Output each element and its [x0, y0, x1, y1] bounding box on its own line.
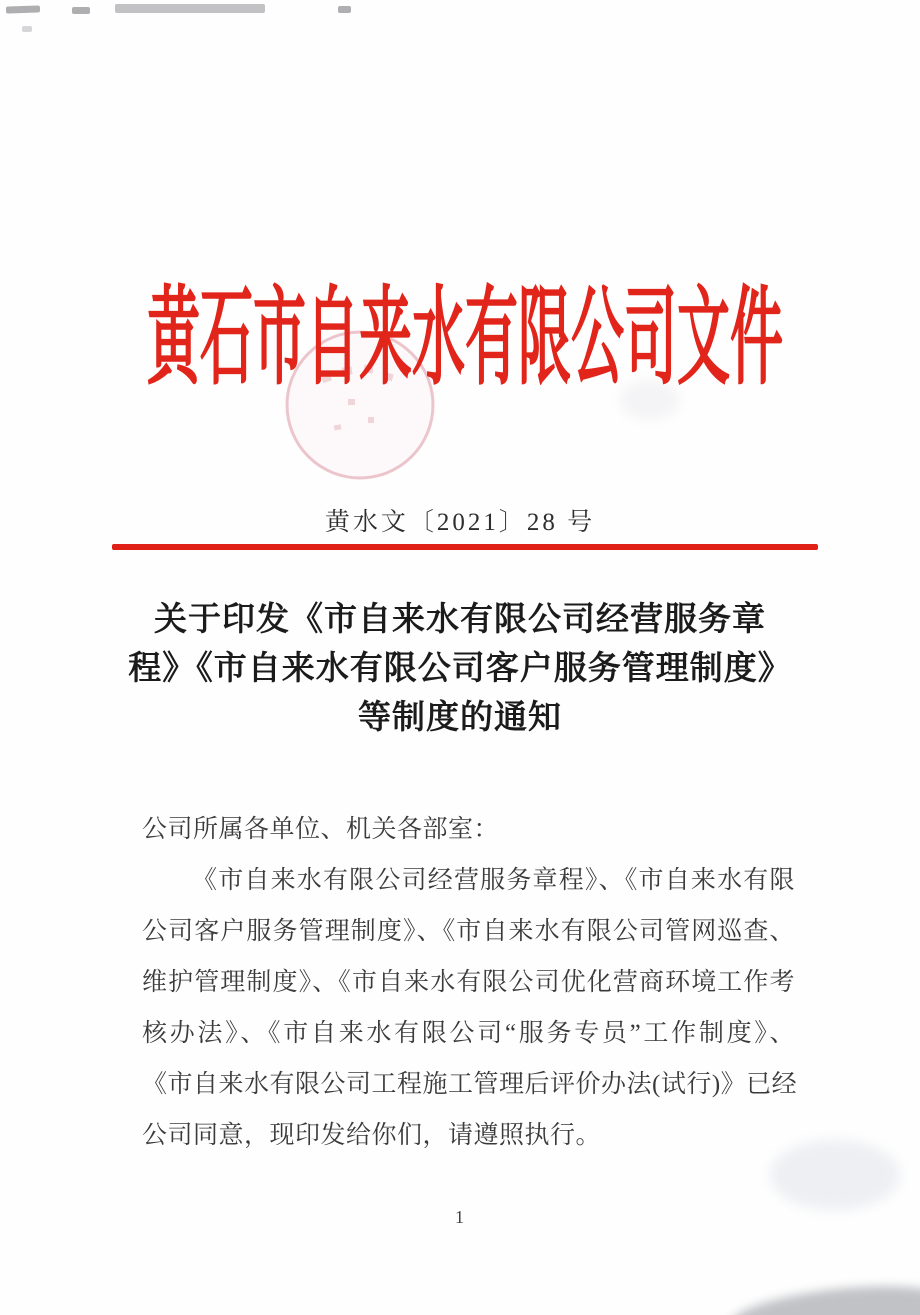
page-number: 1: [455, 1207, 465, 1227]
body-line: 《市自来水有限公司经营服务章程》、《市自来水有限: [192, 867, 795, 894]
body-line: 维护管理制度》、《市自来水有限公司优化营商环境工作考: [142, 969, 795, 996]
scan-artifact: [22, 26, 32, 32]
header-red-rule: [112, 544, 818, 550]
notice-title-line: 关于印发《市自来水有限公司经营服务章: [154, 602, 766, 638]
body-line: 公司客户服务管理制度》、《市自来水有限公司管网巡查、: [142, 918, 795, 945]
red-header-title-text: 黄石市自来水有限公司文件: [147, 280, 783, 398]
body-line: 《市自来水有限公司工程施工管理后评价办法(试行)》已经: [142, 1071, 798, 1098]
scan-smudge: [620, 380, 680, 420]
red-header-title: [0, 280, 920, 398]
scan-corner-shadow: [728, 1278, 920, 1315]
salutation-line: 公司所属各单位、机关各部室：: [142, 816, 500, 843]
notice-title-line: 等制度的通知: [358, 700, 562, 736]
body-line: 公司同意，现印发给你们，请遵照执行。: [142, 1122, 602, 1149]
document-number: 黄水文〔2021〕28 号: [324, 509, 596, 536]
notice-title-line: 程》《市自来水有限公司客户服务管理制度》: [128, 651, 792, 687]
scan-artifact: [72, 7, 90, 14]
body-line: 核办法》、《市自来水有限公司“服务专员”工作制度》、: [142, 1020, 795, 1047]
notice-title: [60, 596, 860, 743]
scan-artifact: [115, 4, 265, 13]
scan-artifact: [6, 5, 40, 13]
document-body: [142, 804, 798, 1161]
official-stamp-icon: [284, 329, 436, 481]
scan-artifact: [338, 6, 351, 13]
